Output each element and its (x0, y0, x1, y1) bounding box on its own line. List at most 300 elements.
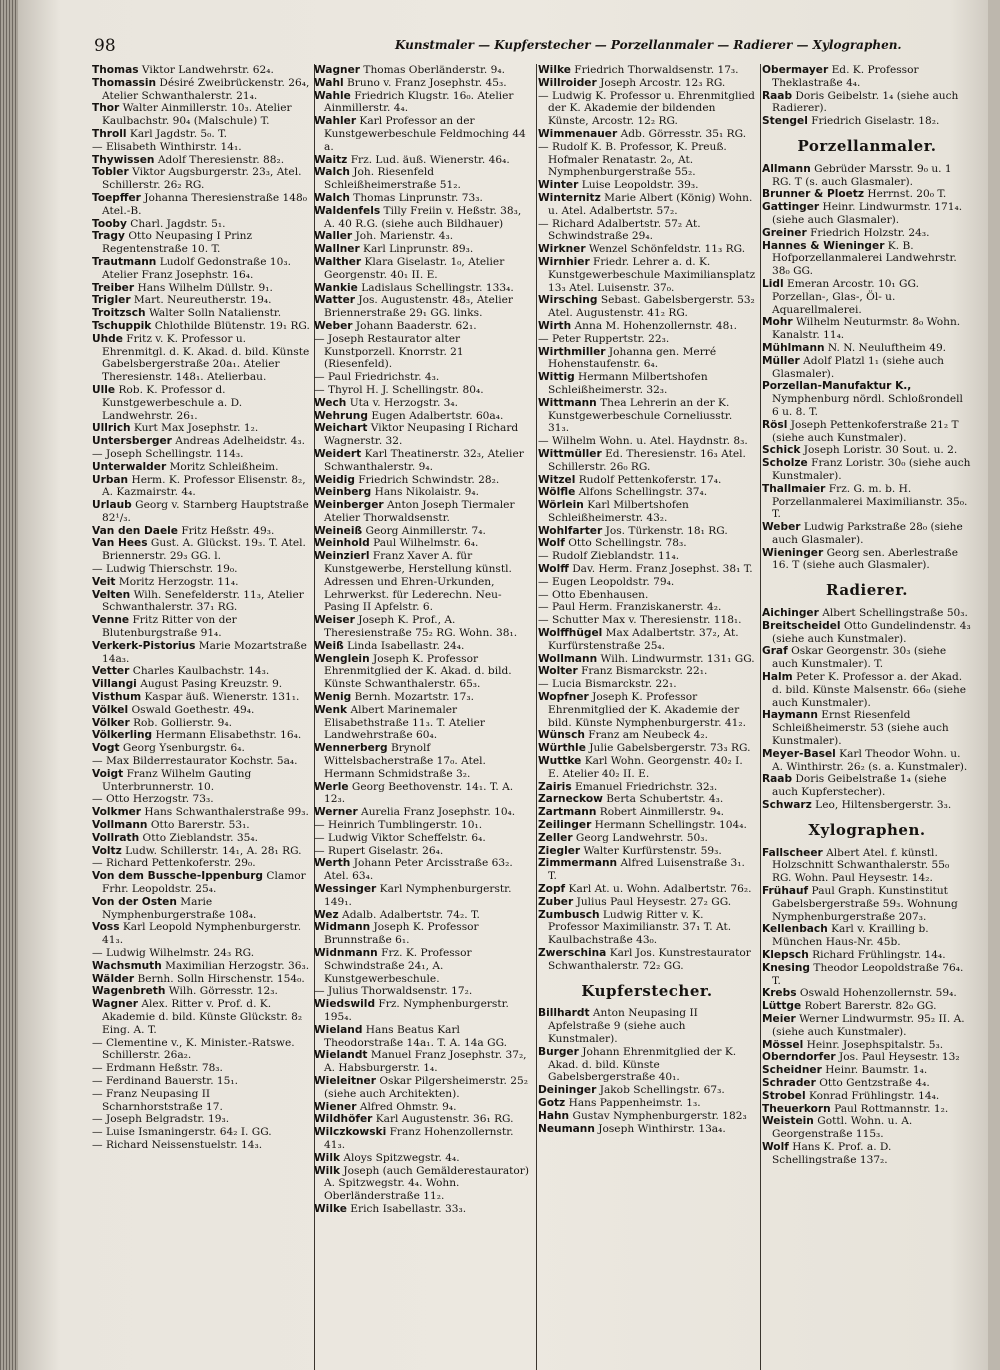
directory-entry (92, 384, 310, 422)
entry-details: Moritz Schleißheim. (169, 460, 279, 473)
directory-entry (538, 525, 756, 538)
entry-name: Voigt (92, 767, 124, 780)
entry-details: — Ludwig Viktor Scheffelstr. 6₄. (314, 831, 486, 844)
entry-details: Ed. Theresienstr. 16₃ Atel. Schillerstr. 26₀ RG. (548, 447, 746, 473)
entry-name: Wielandt (314, 1049, 368, 1062)
entry-details: Wilh. Senefelderstr. 11₃, Atelier Schwanthalerstr. 37₁ RG. (102, 588, 304, 614)
directory-entry (314, 1024, 532, 1050)
entry-details: Andreas Adelheidstr. 4₃. (175, 435, 306, 448)
directory-entry (314, 985, 532, 998)
entry-name: Schick (762, 444, 801, 457)
entry-name: Wölfle (538, 486, 576, 499)
entry-details: — Elisabeth Winthirstr. 14₁. (92, 140, 242, 153)
entry-name: Witzel (538, 473, 576, 486)
entry-name: Wollmann (538, 652, 598, 665)
directory-entry (314, 704, 532, 742)
entry-details: Hans Beatus Karl Theodorstraße 14a₁. T. A. 14a GG. (324, 1023, 508, 1049)
directory-entry (762, 1051, 972, 1064)
directory-entry (538, 1084, 756, 1097)
entry-details: Wilhelm Neuturmstr. 8₀ Wohn. Kanalstr. 11₄. (772, 316, 961, 342)
entry-name: Winternitz (538, 191, 601, 204)
directory-entry (538, 486, 756, 499)
entry-details: Alfred Luisenstraße 3₁. T. (548, 857, 745, 883)
directory-entry (92, 256, 310, 282)
entry-name: Rösl (762, 418, 788, 431)
directory-entry (538, 601, 756, 614)
entry-details: Joseph K. Professor Ehrenmitglied der K. Akad. d. bild. Künste Schwanthalerstr. 65₃. (324, 652, 512, 691)
directory-entry (92, 589, 310, 615)
entry-name: Unterwalder (92, 460, 167, 473)
entry-details: — Rudolf K. B. Professor, K. Preuß. Hofmaler Renatastr. 2₀, At. Nymphenburgerstraße 55₂. (538, 140, 727, 179)
entry-details: Joseph Arcostr. 12₃ RG. (600, 76, 726, 89)
entry-details: Walter Kurfürstenstr. 59₃. (583, 844, 722, 857)
entry-name: Voss (92, 921, 120, 934)
entry-details: — Clementine v., K. Minister.-Ratswe. Schillerstr. 26a₂. (92, 1036, 295, 1062)
entry-name: Zopf (538, 883, 566, 895)
entry-name: Wagner (314, 64, 360, 76)
entry-details: Thomas Linprunstr. 73₃. (353, 191, 483, 204)
directory-entry (314, 537, 532, 550)
entry-details: Alfred Ohmstr. 9₄. (359, 1100, 457, 1113)
directory-entry (92, 678, 310, 691)
directory-entry (314, 832, 532, 845)
entry-details: Robert Barerstr. 82₀ GG. (804, 1000, 937, 1013)
entry-details: Frz. Nymphenburgerstr. 195₄. (324, 998, 509, 1023)
directory-entry (538, 653, 756, 666)
entry-details: — Richard Pettenkoferstr. 29₀. (92, 857, 256, 870)
directory-entry (92, 461, 310, 474)
entry-details: Désiré Zweibrückenstr. 26₄, Atelier Schwanthalerstr. 21₄. (102, 76, 310, 102)
entry-details: Leo, Hiltensbergerstr. 3₃. (815, 799, 952, 812)
entry-details: Franz Loristr. 30₀ (siehe auch Kunstmaler). (772, 457, 971, 482)
directory-entry (314, 691, 532, 704)
directory-entry (314, 192, 532, 205)
directory-entry (762, 163, 972, 189)
entry-name: Tschuppik (92, 319, 152, 332)
directory-entry (762, 227, 972, 240)
entry-details: — Julius Thorwaldsenstr. 17₂. (314, 985, 473, 998)
directory-entry (92, 793, 310, 806)
directory-entry (762, 645, 972, 671)
entry-name: Zwerschina (538, 946, 607, 959)
directory-entry (92, 729, 310, 742)
entry-name: Allmann (762, 162, 811, 175)
entry-name: Wuttke (538, 755, 582, 768)
directory-entry (762, 547, 972, 573)
directory-entry (314, 166, 532, 192)
entry-name: Graf (762, 645, 788, 658)
directory-entry (92, 563, 310, 576)
entry-name: Wieleitner (314, 1074, 376, 1087)
entry-details: — Paul Herm. Franziskanerstr. 4₂. (538, 601, 722, 614)
directory-entry (314, 397, 532, 410)
entry-details: Theodor Leopoldstraße 76₄. T. (772, 961, 964, 987)
entry-name: Wahler (314, 115, 357, 128)
entry-details: — Peter Ruppertstr. 22₃. (538, 332, 670, 345)
directory-entry (538, 742, 756, 755)
entry-details: Hans Wilhelm Düllstr. 9₁. (137, 281, 273, 294)
entry-name: Wolff (538, 563, 569, 576)
directory-entry (538, 1007, 756, 1045)
directory-entry (92, 921, 310, 947)
directory-entry (762, 1013, 972, 1039)
directory-entry (538, 1046, 756, 1084)
directory-entry (314, 90, 532, 116)
entry-name: Van Hees (92, 537, 148, 550)
directory-entry (762, 521, 972, 547)
directory-entry (538, 537, 756, 550)
entry-name: Verkerk-Pistorius (92, 639, 196, 652)
directory-entry (314, 410, 532, 423)
entry-name: Würthle (538, 742, 586, 755)
entry-name: Vetter (92, 665, 130, 678)
entry-details: Wenzel Schönfeldstr. 11₃ RG. (588, 243, 746, 256)
entry-name: Wirth (538, 319, 572, 332)
directory-entry (538, 1123, 756, 1136)
entry-name: Widnmann (314, 946, 378, 959)
entry-name: Wolf (538, 537, 565, 550)
directory-entry (92, 1139, 310, 1152)
entry-name: Wolf (762, 1140, 789, 1153)
entry-name: Wiedswild (314, 998, 376, 1011)
entry-details: Oswald Hohenzollernstr. 59₄. (799, 987, 957, 1000)
directory-entry (314, 1049, 532, 1075)
entry-details: Jos. Türkenstr. 18₁ RG. (605, 524, 728, 537)
section-heading-kupferstecher: Kupferstecher. (581, 981, 713, 1000)
directory-entry (538, 691, 756, 729)
directory-entry (538, 755, 756, 781)
directory-entry (538, 781, 756, 794)
directory-entry (538, 90, 756, 128)
entry-name: Wimmenauer (538, 127, 618, 140)
entry-details: Frz. Lud. äuß. Wienerstr. 46₄. (350, 153, 510, 166)
entry-details: — Otto Ebenhausen. (538, 588, 649, 601)
directory-entry (92, 282, 310, 295)
directory-entry (92, 640, 310, 666)
entry-name: Weber (314, 319, 353, 332)
entry-details: Heinr. Baumstr. 1₄. (825, 1064, 928, 1077)
entry-details: Oskar Pilgersheimerstr. 25₂ (siehe auch Architekten). (324, 1074, 529, 1100)
entry-name: Werle (314, 780, 349, 793)
entry-details: Anna M. Hohenzollernstr. 48₁. (574, 319, 737, 332)
entry-name: Wenglein (314, 652, 370, 665)
directory-entry (314, 1113, 532, 1126)
entry-details: Marie Mozartstraße 14a₃. (102, 639, 307, 665)
entry-name: Raab (762, 773, 793, 786)
entry-details: Fritz Heßstr. 49₃. (181, 524, 275, 537)
directory-entry (92, 614, 310, 640)
column-2 (314, 64, 537, 1370)
entry-details: Johann Ehrenmitglied der K. Akad. d. bild. Künste Gabelsbergerstraße 40₁. (548, 1045, 737, 1084)
entry-details: Ludw. Schillerstr. 14₁, A. 28₁ RG. (125, 844, 302, 857)
entry-details: Friedrich Thorwaldsenstr. 17₃. (574, 64, 739, 76)
entry-details: Berta Schubertstr. 4₃. (606, 793, 724, 806)
directory-entry (92, 998, 310, 1036)
directory-entry (538, 397, 756, 435)
entry-details: Otto Schellingstr. 78₃. (568, 537, 687, 550)
entry-name: Thomassin (92, 76, 157, 89)
directory-entry (762, 1115, 972, 1141)
entry-name: Ulle (92, 383, 116, 396)
entry-details: Johanna gen. Merré Hohenstaufenstr. 6₄. (548, 345, 717, 371)
directory-entry (762, 1141, 972, 1167)
entry-details: Hans Pappenheimstr. 1₃. (568, 1096, 701, 1109)
entry-details: Oswald Goethestr. 49₄. (131, 703, 255, 716)
entry-details: Alex. Ritter v. Prof. d. K. Akademie d. bild. Künste Glückstr. 8₂ Eing. A. T. (102, 998, 303, 1036)
entry-details: Franz Hohenzollernstr. 41₃. (324, 1126, 514, 1151)
directory-entry (538, 128, 756, 141)
directory-entry (538, 678, 756, 691)
entry-name: Wirsching (538, 294, 598, 307)
directory-entry (314, 422, 532, 448)
entry-details: Maximilian Herzogstr. 36₃. (165, 959, 310, 972)
directory-entry (92, 307, 310, 320)
entry-name: Wachsmuth (92, 959, 162, 972)
entry-details: Otto Gundelindenstr. 4₃ (siehe auch Kunstmaler). (772, 619, 971, 645)
entry-details: Karl Augustenstr. 36₁ RG. (375, 1113, 514, 1126)
entry-details: Karl Nymphenburgerstr. 149₁. (324, 883, 512, 908)
entry-details: Hermann Elisabethstr. 16₄. (155, 729, 302, 742)
directory-entry (92, 576, 310, 589)
entry-details: — Richard Adalbertstr. 57₂ At. Schwindstraße 29₄. (538, 217, 701, 243)
entry-details: Charl. Jagdstr. 5₁. (130, 217, 226, 230)
directory-entry (92, 742, 310, 755)
directory-entry (314, 256, 532, 282)
entry-name: Völkerling (92, 729, 153, 742)
directory-entry (92, 192, 310, 218)
entry-details: Albert Marinemaler Elisabethstraße 11₃. T. Atelier Landwehrstraße 60₄. (324, 703, 485, 742)
entry-details: Karl Linprunstr. 89₃. (363, 243, 474, 256)
directory-entry (92, 1113, 310, 1126)
directory-entry (538, 883, 756, 896)
directory-entry (92, 128, 310, 141)
entry-details: — Ludwig Thierschstr. 19₀. (92, 563, 238, 576)
entry-name: Winter (538, 179, 579, 192)
entry-name: Billhardt (538, 1007, 590, 1020)
directory-entry (92, 102, 310, 128)
entry-details: Sebast. Gabelsbergerstr. 53₂ Atel. Augustenstr. 41₂ RG. (548, 294, 755, 320)
directory-entry (92, 870, 310, 896)
entry-name: Hannes & Wieninger (762, 239, 885, 252)
directory-entry (92, 422, 310, 435)
directory-entry (314, 806, 532, 819)
entry-name: Waldenfels (314, 204, 381, 217)
directory-entry (762, 201, 972, 227)
entry-details: Paul Graph. Kunstinstitut Gabelsbergerstraße 59₃. Wohnung Nymphenburgerstraße 207₃. (772, 885, 958, 923)
entry-details: Konrad Frühlingstr. 14₄. (808, 1089, 940, 1102)
directory-entry (538, 896, 756, 909)
entry-details: Gebrüder Marsstr. 9₀ u. 1 RG. T (s. auch Glasmaler). (772, 162, 952, 188)
entry-name: Wirkner (538, 243, 586, 256)
entry-details: Otto Barerstr. 53₁. (150, 819, 250, 832)
entry-name: Vollmann (92, 819, 148, 832)
entry-details: Friedrich Klugstr. 16₀. Atelier Ainmillerstr. 4₄. (324, 89, 514, 115)
directory-entry (314, 486, 532, 499)
entry-name: Tragy (92, 230, 125, 243)
directory-entry (762, 419, 972, 445)
entry-name: Zartmann (538, 806, 597, 819)
entry-details: Karl Jagdstr. 5₀. T. (129, 127, 228, 140)
entry-name: Willroider (538, 76, 597, 89)
entry-name: Tooby (92, 217, 127, 230)
entry-details: Doris Geibelstr. 1₄ (siehe auch Radierer). (772, 89, 959, 115)
entry-name: Halm (762, 671, 793, 684)
directory-entry (314, 282, 532, 295)
directory-entry (92, 857, 310, 870)
entry-name: Haymann (762, 709, 818, 722)
directory-entry (762, 1039, 972, 1052)
directory-entry (762, 1090, 972, 1103)
entry-name: Walch (314, 191, 350, 204)
directory-entry (314, 474, 532, 487)
entry-name: Wagner (92, 998, 138, 1011)
directory-entry (314, 1152, 532, 1165)
entry-details: Paul Wilhelmstr. 6₄. (373, 537, 479, 550)
entry-name: Wennerberg (314, 742, 388, 755)
entry-name: Wallner (314, 243, 360, 256)
directory-entry (762, 457, 972, 483)
entry-details: Franz Xaver A. für Kunstgewerbe, Herstellung künstl. Adressen und Ehren-Urkunden, Lehrwerkst. für Lederechn. Neu-Pasing II Apfelstr. 6. (324, 550, 512, 614)
column-1 (92, 64, 315, 1370)
directory-entry (92, 819, 310, 832)
entry-details: Paul Rottmannstr. 1₂. (834, 1102, 949, 1115)
directory-entry (314, 857, 532, 883)
entry-name: Wildhöfer (314, 1113, 373, 1126)
entry-details: — Eugen Leopoldstr. 79₄. (538, 575, 675, 588)
entry-details: Werner Lindwurmstr. 95₂ II. A. (siehe auch Kunstmaler). (772, 1012, 965, 1038)
entry-details: Thea Lehrerin an der K. Kunstgewerbeschule Corneliusstr. 31₃. (548, 396, 733, 435)
entry-details: Franz Bismarckstr. 22₁. (581, 665, 708, 678)
directory-entry (762, 380, 972, 418)
directory-entry (538, 857, 756, 883)
entry-name: Trigler (92, 294, 131, 307)
entry-details: Luise Leopoldstr. 39₃. (581, 179, 699, 192)
entry-details: Emanuel Friedrichstr. 32₃. (575, 780, 718, 793)
directory-entry (762, 962, 972, 988)
entry-details: Friedrich Giselastr. 18₂. (811, 115, 940, 128)
entry-details: — Ferdinand Bauerstr. 15₁. (92, 1074, 239, 1087)
entry-name: Scholze (762, 457, 808, 470)
entry-name: Wohlfarter (538, 524, 603, 537)
entry-details: — Richard Neissenstuelstr. 14₃. (92, 1138, 263, 1151)
entry-details: Kurt Max Josephstr. 1₂. (133, 422, 259, 435)
entry-details: Julie Gabelsbergerstr. 73₃ RG. (589, 742, 751, 755)
entry-details: Herm. K. Professor Elisenstr. 8₂, A. Kazmairstr. 4₄. (102, 473, 306, 499)
directory-entry (314, 921, 532, 947)
entry-details: Wilh. Lindwurmstr. 131₁ GG. (600, 652, 755, 665)
directory-entry (538, 435, 756, 448)
entry-name: Visthum (92, 691, 142, 704)
entry-details: Mart. Neureutherstr. 19₄. (133, 294, 272, 307)
entry-name: Wagenbreth (92, 985, 166, 998)
directory-entry (314, 154, 532, 167)
directory-entry (92, 973, 310, 986)
directory-entry (762, 847, 972, 885)
entry-details: Charles Kaulbachstr. 14₃. (132, 665, 270, 678)
entry-details: Joseph (auch Gemälderestaurator) A. Spitzwegstr. 4₄. Wohn. Oberländerstraße 11₂. (324, 1164, 529, 1203)
entry-name: Thallmaier (762, 482, 826, 495)
entry-name: Wenk (314, 703, 348, 716)
entry-details: Julius Paul Heysestr. 27₂ GG. (576, 895, 732, 908)
entry-details: Joseph K. Prof., A. Theresienstraße 75₂ RG. Wohn. 38₁. (324, 614, 518, 640)
entry-name: Weinberger (314, 499, 384, 512)
entry-details: N. N. Neuluftheim 49. (827, 341, 947, 354)
entry-details: Karl Jos. Kunstrestaurator Schwanthalerstr. 72₂ GG. (548, 946, 751, 972)
directory-entry (92, 806, 310, 819)
directory-entry (538, 614, 756, 627)
entry-details: Uta v. Herzogstr. 3₄. (349, 396, 459, 409)
entry-details: Rob. K. Professor d. Kunstgewerbeschule a. D. Landwehrstr. 26₁. (102, 383, 243, 422)
entry-details: K. B. Hofporzellanmalerei Landwehrstr. 38₀ GG. (772, 239, 957, 278)
entry-details: — Luise Ismaningerstr. 64₂ I. GG. (92, 1126, 272, 1139)
porzellanmaler-entries (762, 163, 972, 573)
entry-details: Johann Baaderstr. 62₁. (355, 319, 477, 332)
entry-details: Joseph K. Professor Brunnstraße 6₁. (324, 921, 479, 947)
directory-entry (314, 320, 532, 333)
entry-name: Weiß (314, 639, 344, 652)
entry-name: Zumbusch (538, 908, 600, 921)
entry-name: Lidl (762, 277, 784, 290)
entry-details: Robert Ainmillerstr. 9₄. (599, 806, 724, 819)
directory-entry (92, 525, 310, 538)
entry-name: Urban (92, 473, 129, 486)
directory-entry (314, 819, 532, 832)
directory-entry (538, 729, 756, 742)
entry-name: Van den Daele (92, 524, 178, 537)
entry-details: — Rudolf Zieblandstr. 11₄. (538, 550, 680, 563)
directory-entry (314, 845, 532, 858)
column-3 (538, 64, 761, 1370)
entry-details: — Erdmann Heßstr. 78₃. (92, 1062, 223, 1075)
directory-entry (314, 742, 532, 780)
entry-name: Greiner (762, 226, 807, 239)
directory-entry (92, 230, 310, 256)
kupferstecher-entries (538, 1007, 756, 1135)
entry-name: Deininger (538, 1084, 597, 1097)
entry-details: Heinr. Josephspitalstr. 5₃. (806, 1038, 944, 1051)
directory-entry (538, 474, 756, 487)
entry-name: Volkmer (92, 806, 142, 819)
entry-details: Joh. Marienstr. 4₃. (355, 230, 454, 243)
entry-details: Karl Theatinerstr. 32₃, Atelier Schwanthalerstr. 9₄. (324, 447, 524, 473)
entry-name: Neumann (538, 1122, 595, 1135)
entry-details: Karl v. Krailling b. München Haus-Nr. 45b. (772, 923, 929, 949)
running-header: Kunstmaler — Kupferstecher — Porzellanmaler — Radierer — Xylographen. (395, 38, 902, 52)
directory-entry (314, 640, 532, 653)
entry-details: Gust. A. Glückst. 19₃. T. Atel. Briennerstr. 29₃ GG. l. (102, 537, 306, 563)
entry-name: Wörlein (538, 499, 584, 512)
entry-name: Walch (314, 166, 350, 179)
directory-entry (538, 192, 756, 218)
entry-details: — Paul Friedrichstr. 4₃. (314, 371, 440, 384)
entry-name: Walther (314, 255, 362, 268)
entry-details: — Heinrich Tumblingerstr. 10₁. (314, 819, 483, 832)
directory-entry (762, 1064, 972, 1077)
entry-name: Werth (314, 857, 351, 870)
entry-details: Wilh. Görresstr. 12₃. (168, 985, 278, 998)
entry-details: Viktor Augsburgerstr. 23₃, Atel. Schillerstr. 26₂ RG. (102, 166, 302, 192)
entry-details: Viktor Neupasing I Richard Wagnerstr. 32. (324, 422, 519, 448)
entry-name: Völker (92, 716, 130, 729)
entry-details: Hans K. Prof. a. D. Schellingstraße 137₂. (772, 1140, 892, 1166)
directory-entry (314, 115, 532, 153)
directory-entry (92, 947, 310, 960)
entry-details: Adb. Görresstr. 35₁ RG. (620, 127, 747, 140)
entry-details: Brynolf Wittelsbacherstraße 17₀. Atel. Hermann Schmidstraße 3₂. (324, 742, 486, 780)
entry-details: — Ludwig Wilhelmstr. 24₃ RG. (92, 946, 255, 959)
entry-details: Marie Albert (König) Wohn. u. Atel. Adalbertstr. 57₂. (548, 191, 753, 217)
entry-name: Wirthmiller (538, 345, 606, 358)
